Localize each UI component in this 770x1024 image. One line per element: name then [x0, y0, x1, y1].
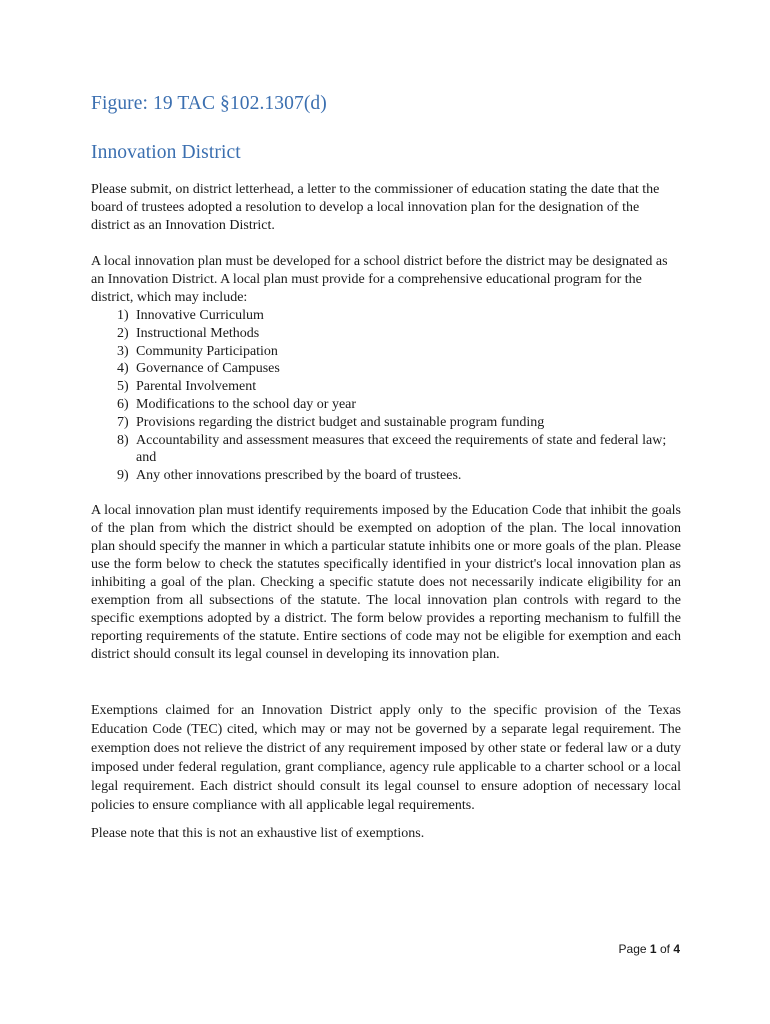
list-item-text: Provisions regarding the district budget and sustainable program funding — [136, 414, 545, 430]
list-item-number: 2) — [117, 325, 129, 341]
list-item-text: Governance of Campuses — [136, 361, 280, 377]
requirements-paragraph: A local innovation plan must identify requirements imposed by the Education Code that inhibit the goals of the plan from which the district should be exempted on adoption of the plan. The local innovation plan should specify the manner in which a particular statute inhibits one or more goals of the plan. Please use the form below to check the statutes specifically identified in your district's local innovation plan as inhibiting a goal of the plan. Checking a specific statute does not necessarily indicate eligibility for an exemption from all subsections of the statute. The local innovation plan controls with regard to the specific exemptions adopted by a district. The form below provides a reporting mechanism to fulfill the reporting requirements of the statute. Entire sections of code may not be eligible for exemption and each district should consult its legal counsel in developing its innovation plan. — [91, 503, 681, 662]
list-item-number: 9) — [117, 468, 129, 484]
page-current: 1 — [649, 942, 657, 956]
list-item — [91, 325, 681, 343]
list-item-text: Modifications to the school day or year — [136, 396, 357, 412]
list-item — [91, 396, 681, 414]
list-item-text: Innovative Curriculum — [136, 308, 264, 323]
list-item-text: Community Participation — [136, 343, 278, 359]
list-item — [91, 343, 681, 361]
list-item-number: 1) — [117, 308, 129, 323]
list-item — [91, 467, 681, 485]
list-item-text: Parental Involvement — [136, 379, 257, 395]
intro-paragraph: Please submit, on district letterhead, a letter to the commissioner of education stating the date that the board of trustees adopted a resolution to develop a local innovation plan for the designation of the district as an Innovation District. — [91, 182, 660, 233]
list-item-number: 8) — [117, 432, 129, 448]
plan-paragraph: A local innovation plan must be developed for a school district before the district may be designated as an Innovation District. A local plan must provide for a comprehensive educational program for the district, which may include: — [91, 254, 668, 305]
list-item — [91, 414, 681, 432]
list-item-text: Instructional Methods — [136, 325, 260, 341]
list-item — [91, 432, 681, 468]
list-item-text: Any other innovations prescribed by the board of trustees. — [136, 468, 462, 484]
page-number — [619, 942, 680, 956]
list-item — [91, 360, 681, 378]
program-list — [91, 307, 681, 485]
list-item-number: 7) — [117, 414, 129, 430]
figure-heading: Figure: 19 TAC §102.1307(d) — [91, 93, 327, 114]
list-item-number: 3) — [117, 343, 129, 359]
note-paragraph: Please note that this is not an exhaustive list of exemptions. — [91, 826, 425, 841]
list-item — [91, 378, 681, 396]
page-total: 4 — [673, 942, 680, 956]
list-item-text: Accountability and assessment measures that exceed the requirements of state and federal law; and — [136, 432, 667, 466]
list-item — [91, 307, 681, 325]
exemptions-paragraph: Exemptions claimed for an Innovation District apply only to the specific provision of the Texas Education Code (TEC) cited, which may or may not be governed by a separate legal requirement. The exemption does not relieve the district of any requirement imposed by other state or federal law or a duty imposed under federal regulation, grant compliance, agency rule applicable to a charter school or a local legal requirement. Each district should consult its legal counsel to ensure adoption of necessary local policies to ensure compliance with all applicable legal requirements. — [91, 703, 681, 813]
list-item-number: 5) — [117, 379, 129, 395]
page-label: Page — [618, 942, 647, 956]
list-item-number: 6) — [117, 396, 129, 412]
list-item-number: 4) — [117, 361, 129, 377]
page-of: of — [659, 942, 670, 956]
section-heading: Innovation District — [91, 142, 241, 163]
